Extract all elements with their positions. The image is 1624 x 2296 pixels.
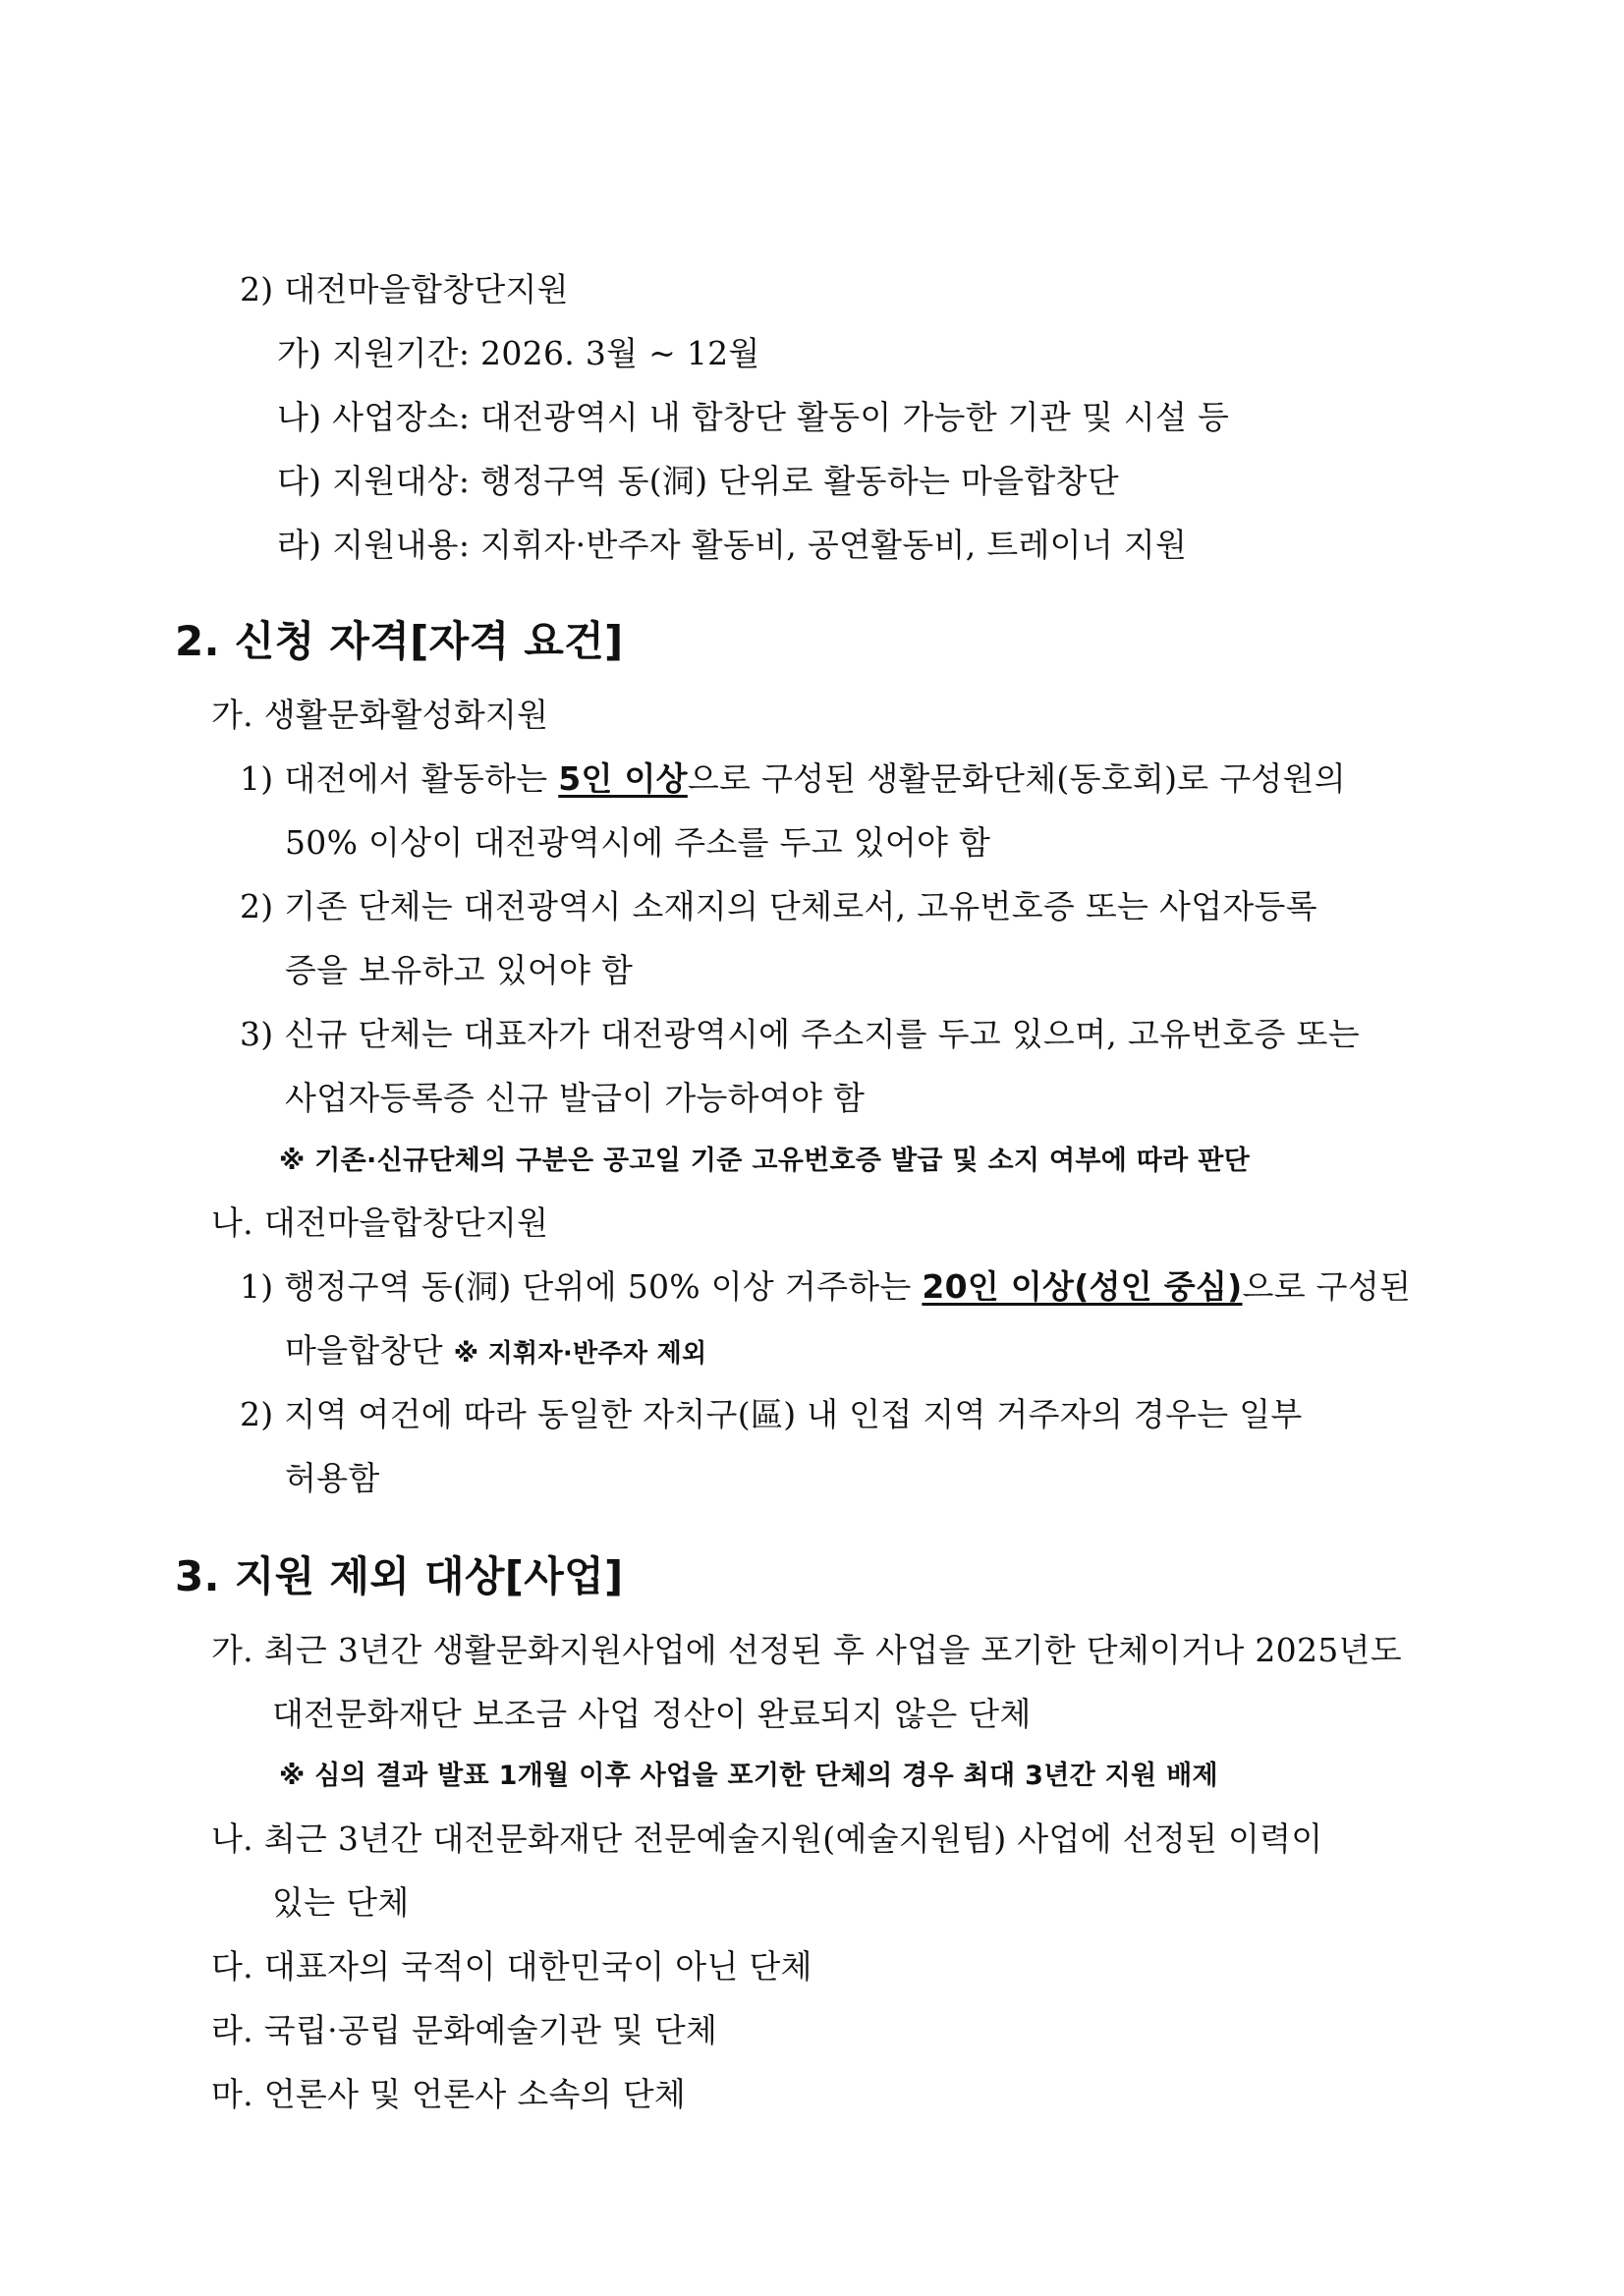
list-item-continuation: 대전문화재단 보조금 사업 정산이 완료되지 않은 단체 <box>272 1695 1032 1733</box>
item-text: 1) 행정구역 동(洞) 단위에 50% 이상 거주하는 <box>240 1267 923 1306</box>
item-title: 2) 대전마을합창단지원 <box>240 270 569 308</box>
list-item: 다) 지원대상: 행정구역 동(洞) 단위로 활동하는 마을합창단 <box>277 462 1119 500</box>
item-text: 으로 구성된 생활문화단체(동호회)로 구성원의 <box>687 759 1346 798</box>
note-text: ※ 지휘자·반주자 제외 <box>453 1339 707 1369</box>
section-heading: 2. 신청 자격[자격 요건] <box>175 617 624 665</box>
list-item-continuation: 증을 보유하고 있어야 함 <box>285 951 634 989</box>
list-item: 마. 언론사 및 언론사 소속의 단체 <box>211 2075 687 2113</box>
note-text: ※ 심의 결과 발표 1개월 이후 사업을 포기한 단체의 경우 최대 3년간 지원 배제 <box>279 1761 1218 1791</box>
list-item: 가) 지원기간: 2026. 3월 ~ 12월 <box>277 334 760 372</box>
list-item-continuation: 50% 이상이 대전광역시에 주소를 두고 있어야 함 <box>285 823 991 862</box>
list-item: 3) 신규 단체는 대표자가 대전광역시에 주소지를 두고 있으며, 고유번호증 또는 <box>240 1015 1360 1053</box>
emphasis-text: 5인 이상 <box>558 759 688 798</box>
subsection-title: 나. 대전마을합창단지원 <box>211 1204 549 1242</box>
emphasis-text: 20인 이상(성인 중심) <box>922 1267 1243 1306</box>
item-text: 마을합창단 <box>285 1331 454 1370</box>
list-item: 2) 지역 여건에 따라 동일한 자치구(區) 내 인접 지역 거주자의 경우는 일부 <box>240 1395 1303 1433</box>
section-heading: 3. 지원 제외 대상[사업] <box>175 1552 624 1600</box>
list-item: 가. 최근 3년간 생활문화지원사업에 선정된 후 사업을 포기한 단체이거나 2025년도 <box>211 1631 1402 1669</box>
list-item-continuation: 사업자등록증 신규 발급이 가능하여야 함 <box>285 1079 866 1117</box>
list-item: 다. 대표자의 국적이 대한민국이 아닌 단체 <box>211 1947 812 1986</box>
list-item <box>240 759 1346 799</box>
list-item <box>240 1267 1411 1307</box>
item-text: 1) 대전에서 활동하는 <box>240 759 559 798</box>
list-item: 2) 기존 단체는 대전광역시 소재지의 단체로서, 고유번호증 또는 사업자등록 <box>240 887 1317 925</box>
list-item: 나. 최근 3년간 대전문화재단 전문예술지원(예술지원팀) 사업에 선정된 이력이 <box>211 1820 1323 1858</box>
subsection-title: 가. 생활문화활성화지원 <box>211 696 549 734</box>
list-item: 라. 국립·공립 문화예술기관 및 단체 <box>211 2011 718 2049</box>
list-item: 라) 지원내용: 지휘자·반주자 활동비, 공연활동비, 트레이너 지원 <box>277 526 1188 564</box>
list-item-continuation: 허용함 <box>285 1459 380 1497</box>
list-item-continuation <box>285 1331 706 1373</box>
item-text: 으로 구성된 <box>1242 1267 1412 1306</box>
list-item-continuation: 있는 단체 <box>272 1883 410 1922</box>
note-text: ※ 기존·신규단체의 구분은 공고일 기준 고유번호증 발급 및 소지 여부에 따라 판단 <box>279 1146 1251 1176</box>
list-item: 나) 사업장소: 대전광역시 내 합창단 활동이 가능한 기관 및 시설 등 <box>277 398 1230 436</box>
